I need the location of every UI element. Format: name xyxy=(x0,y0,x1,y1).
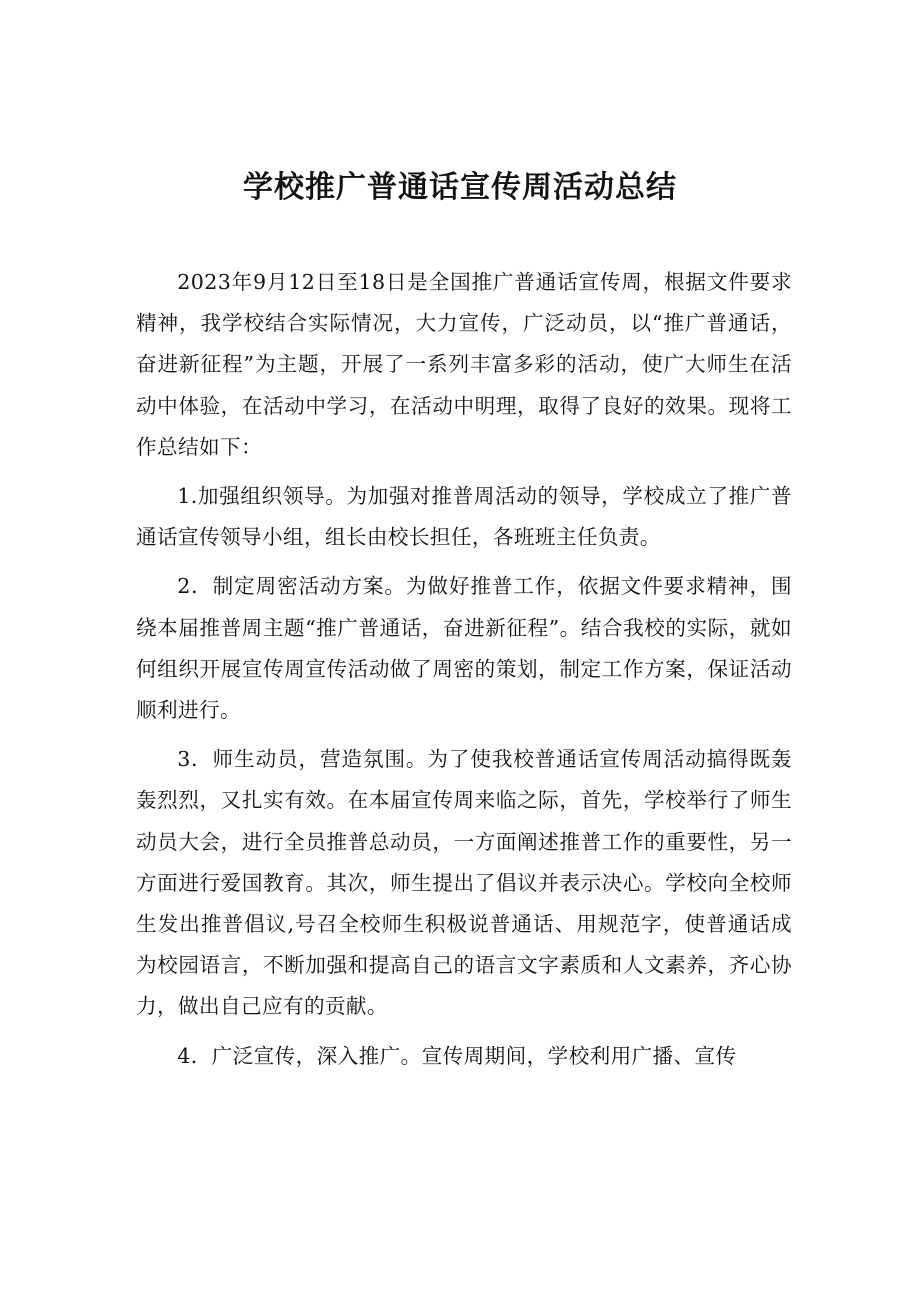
paragraph-intro: 2023年9月12日至18日是全国推广普通话宣传周，根据文件要求精神，我学校结合实际情况，大力宣传，广泛动员，以“推广普通话，奋进新征程”为主题，开展了一系列丰富多彩的活动，使广大师生在活动中体验，在活动中学习，在活动中明理，取得了良好的效果。现将工作总结如下： xyxy=(136,270,792,459)
paragraph-item-1: 1.加强组织领导。为加强对推普周活动的领导，学校成立了推广普通话宣传领导小组，组长由校长担任，各班班主任负责。 xyxy=(136,484,792,550)
document-title: 学校推广普通话宣传周活动总结 xyxy=(243,170,677,205)
paragraph-item-2: 2．制定周密活动方案。为做好推普工作，依据文件要求精神，围绕本届推普周主题“推广普通话，奋进新征程”。结合我校的实际，就如何组织开展宣传周宣传活动做了周密的策划，制定工作方案，保证活动顺利进行。 xyxy=(136,574,792,723)
paragraph-item-3: 3．师生动员，营造氛围。为了使我校普通话宣传周活动搞得既轰轰烈烈，又扎实有效。在本届宣传周来临之际，首先，学校举行了师生动员大会，进行全员推普总动员，一方面阐述推普工作的重要性，另一方面进行爱国教育。其次，师生提出了倡议并表示决心。学校向全校师生发出推普倡议,号召全校师生积极说普通话、用规范字，使普通话成为校园语言，不断加强和提高自己的语言文字素质和人文素养，齐心协力，做出自己应有的贡献。 xyxy=(136,747,792,1019)
paragraph-item-4: 4．广泛宣传，深入推广。宣传周期间，学校利用广播、宣传 xyxy=(177,1043,737,1068)
document-body xyxy=(136,262,792,1077)
